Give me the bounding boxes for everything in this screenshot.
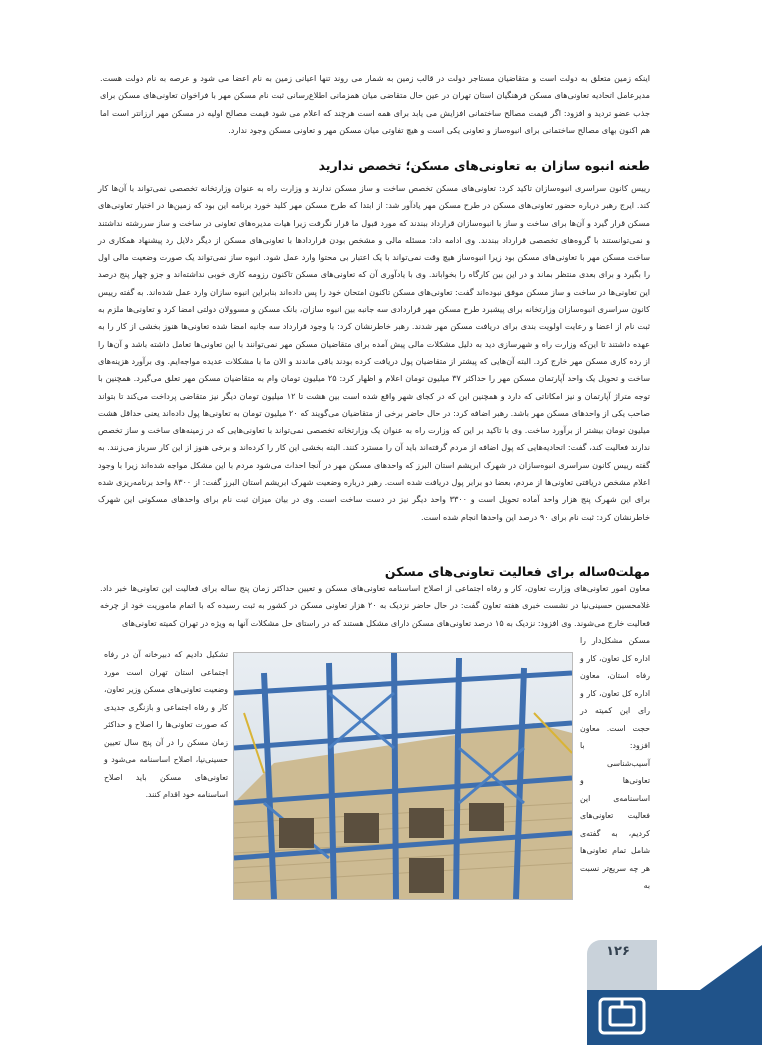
logo-arrow-icon [660, 945, 762, 990]
page-number: ۱۲۶ [606, 944, 630, 959]
intro-paragraph: اینکه زمین متعلق به دولت است و متقاضیان مستاجر دولت در قالب زمین به شمار می روند تنها اعیانی زمین به نام اعضا می شود و عرصه به نام دولت هست. مدیرعامل اتحادیه تعاونی‌های مسکن فرهنگیان استان تهران در عین حال متقاضی میان همزمانی اطلاع‌رسانی ثبت نام مسکن مهر با فراخوان تعاونی‌های مسکن برای جذب عضو تردید و افزود: اگر قیمت مصالح ساختمانی افزایش می یابد برای همه است هرچند که اعلام می شود قیمت مصالح اولیه در مسکن مهر ارزانتر است اما هم اکنون بهای مصالح ساختمانی برای انبوه‌ساز و تعاونی یکی است و هیچ تفاوتی میان مسکن مهر و تعاونی مسکن وجود ندارد. [100, 73, 650, 135]
magazine-logo-icon [596, 995, 648, 1037]
column-text-left: تشکیل دادیم که دبیرخانه آن در رفاه اجتماعی استان تهران است مورد وضعیت تعاونی‌های مسکن وزیر تعاون، کار و رفاه اجتماعی و بازنگری جدیدی که صورت تعاونی‌ها را اصلاح و حداکثر زمان مسکن را در آن پنج سال تعیین حسینی‌نیا، اصلاح اساسنامه می‌شود و تعاونی‌های مسکن باید اصلاح اساسنامه خود اقدام کنند. [104, 650, 228, 799]
construction-photo [233, 652, 573, 900]
section-heading-builders: طعنه انبوه سازان به تعاونی‌های مسکن؛ تخصص ندارید [318, 158, 650, 173]
column-text-right: مسکن مشکل‌دار را اداره کل تعاون، کار و رفاه استان، معاون اداره کل تعاون، کار و رای این کمیته در حجت است. معاون افزود: با آسیب‌شناسی تعاونی‌ها و اساسنامه‌ی این فعالیت تعاونی‌های کردیم، به گفته‌ی شامل تمام تعاونی‌ها هر چه سریع‌تر نسبت به [580, 636, 650, 890]
section-heading-deadline: مهلت۵ساله برای فعالیت تعاونی‌های مسکن [384, 564, 650, 579]
construction-photo-drawing [234, 653, 572, 899]
section-body-builders: رییس کانون سراسری انبوه‌سازان تاکید کرد: تعاونی‌های مسکن تخصص ساخت و ساز مسکن ندارند و وزارت راه به عنوان وزارتخانه تخصصی نمی‌تواند با آن‌ها کار کند. ایرج رهبر درباره حضور تعاونی‌های مسکن در طرح مسکن مهر یادآور شد: از ابتدا که طرح مسکن مهر کلید خورد برنامه این بود که زمین‌ها در اختیار تعاونی‌های مسکن قرار گیرد و آن‌ها برای ساخت و ساز با انبوه‌سازان قرارداد ببندند که مورد قبول ما قرار نگرفت زیرا هیات مدیره‌های تعاونی در ساخت و ساز سررشته نداشتند و نمی‌توانستند با گروه‌های تخصصی قرارداد ببندند. وی ادامه داد: مسئله مالی و مشخص بودن قراردادها با تعاونی‌های مسکن از دیگر دلایل رد پیشنهاد همکاری در ساخت مسکن مهر با تعاونی‌های مسکن بود زیرا انبوه‌ساز هیچ وقت نمی‌تواند با یک اعتبار بی محتوا وارد عمل شود. انبوه ساز نمی‌تواند یک صورت وضعیت مالی اول را بگیرد و برای بعدی منتظر بماند و در این بین کارگاه را بخواباند. وی با یادآوری آن که تعاونی‌های مسکن تاکنون رزومه کاری خوبی نداشته‌اند و جزو چهار پنج درصد این تعاونی‌ها در ساخت و ساز مسکن موفق نبوده‌اند گفت: تعاونی‌های مسکن تاکنون امتحان خود را پس داده‌اند بنابراین انبوه سازان وارد عمل شده‌اند. به گفته رییس کانون سراسری انبوه‌سازان وزارتخانه برای پیشبرد طرح مسکن مهر قراردادی سه جانبه بین انبوه سازان، بانک مسکن و مسوولان دولتی امضا کرد و تعاونی‌ها ملزم به ثبت نام از اعضا و رعایت اولویت بندی برای دریافت مسکن مهر شدند. رهبر خاطرنشان کرد: با وجود قرارداد سه جانبه امضا شده تعاونی‌ها هنوز بخشی از کار را به عهده داشتند تا این‌که وزارت راه و شهرسازی دید به دلیل مشکلات مالی پیش آمده برای متقاضیان مسکن مهر نمی‌توانند با این تعاونی‌ها تعامل داشته باشد و آن‌ها را از رده کاری مسکن مهر خارج کرد. البته آن‌هایی که پیشتر از متقاضیان پول دریافت کرده بودند باقی ماندند و الان ما با مشکلات عدیده مواجه‌ایم. وی برآورد هزینه‌های ساخت و تحویل یک واحد آپارتمان مسکن مهر را حداکثر ۳۷ میلیون تومان اعلام و اظهار کرد: ۲۵ میلیون تومان وام به متقاضیان مسکن مهر تعلق می‌گیرد. همچنین با توجه متراژ آپارتمان و نیز امکاناتی که دارد و همچنین این که در کجای شهر واقع شده است بین هشت تا ۱۲ میلیون تومان دیگر نیز متقاضی پرداخت می‌کند تا بتواند صاحب یکی از واحدهای مسکن مهر باشد. رهبر اضافه کرد: در حال حاضر برخی از متقاضیان می‌گویند که ۲۰ میلیون تومان به تعاونی‌ها پول داده‌اند یعنی حداقل هشت میلیون تومان بیشتر از برآورد ساخت. وی با تاکید بر این که وزارت راه به عنوان یک وزارتخانه تخصصی نمی‌تواند با تعاونی‌هایی که در زمینه‌های ساخت و ساز تخصص ندارند فعالیت کند، گفت: اتحادیه‌هایی که پول اضافه از مردم گرفته‌اند باید آن را مسترد کنند. البته بخشی این کار را کرده‌اند و برخی هنوز از این کار سرباز می‌زنند. به گفته رییس کانون سراسری انبوه‌سازان در شهرک ابریشم استان البرز که واحدهای مسکن مهر در آنجا احداث می‌شود مردم با این مشکل مواجه شده‌اند زیرا با وجود اعلام مشخص دریافتی تعاونی‌ها از مردم، بعضا دو برابر پول دریافت شده است. رهبر درباره وضعیت شهرک ابریشم استان البرز گفت: از ۸۳۰۰ واحد برنامه‌ریزی شده برای این شهرک پنج هزار واحد آماده تحویل است و ۳۳۰۰ واحد دیگر نیز در دست ساخت است. وی در بیان میزان ثبت نام برای واحدهای مسکونی این شهرک خاطرنشان کرد: ثبت نام برای ۹۰ درصد این واحدها انجام شده است. [98, 183, 651, 522]
section-body-deadline: معاون امور تعاونی‌های وزارت تعاون، کار و رفاه اجتماعی از اصلاح اساسنامه تعاونی‌های مسکن و تعیین حداکثر زمان پنج ساله برای فعالیت این تعاونی‌ها خبر داد. غلامحسین حسینی‌نیا در نشست خبری هفته تعاون گفت: در حال حاضر نزدیک به ۲۰ هزار تعاونی مسکن در کشور به ثبت رسیده که با اتمام ماموریت خود از چرخه فعالیت خارج می‌شوند. وی افزود: نزدیک به ۱۵ درصد تعاونی‌های مسکن دارای مشکل هستند که در راستای حل مشکلات آنها به ویژه در تهران کمیته تعاونی‌های [100, 583, 650, 628]
